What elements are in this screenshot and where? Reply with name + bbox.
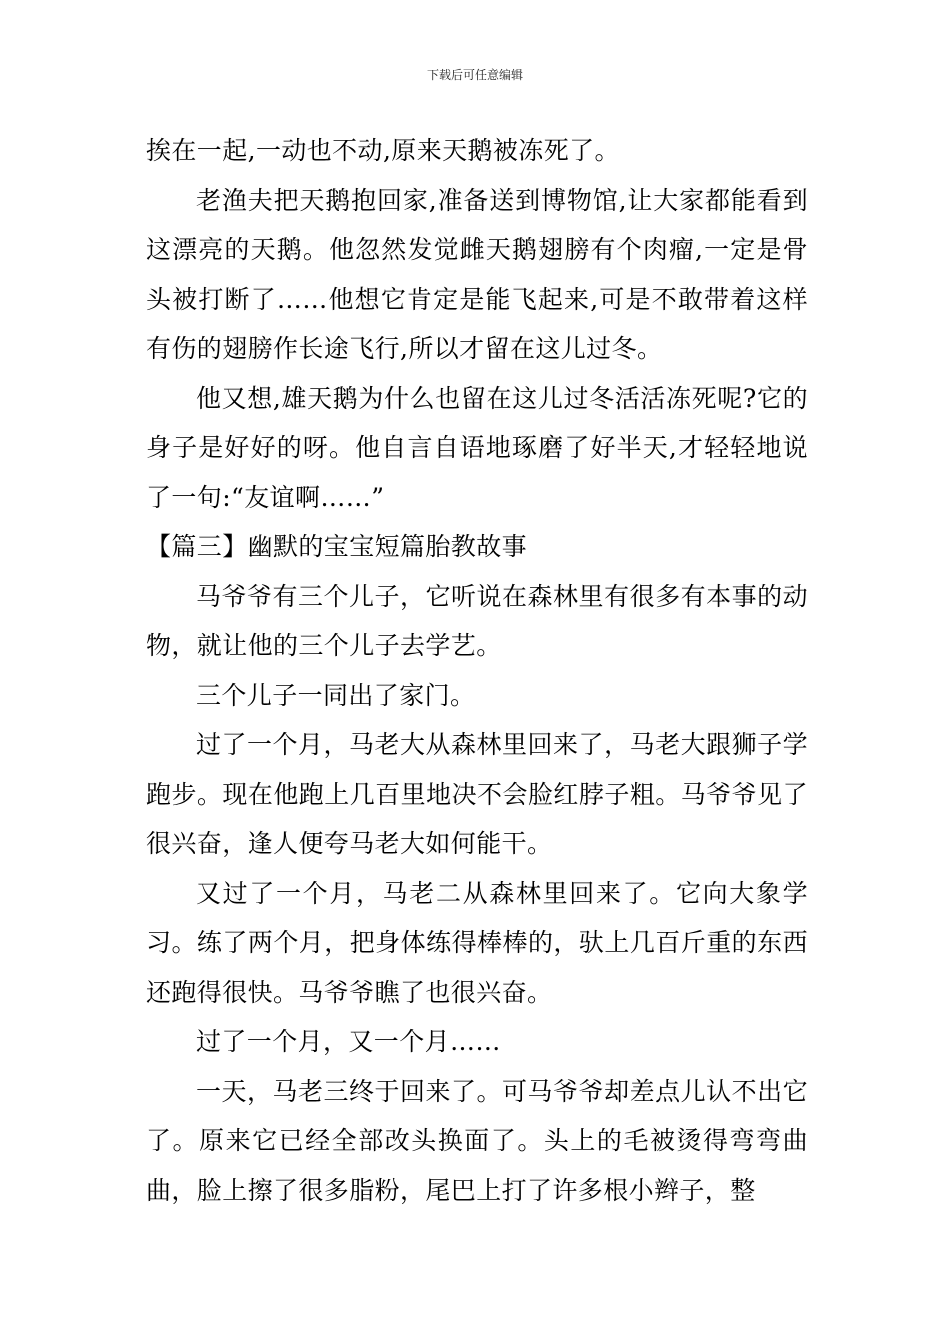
paragraph-4: 马爷爷有三个儿子，它听说在森林里有很多有本事的动物，就让他的三个儿子去学艺。 — [146, 581, 808, 660]
paragraph-6: 过了一个月，马老大从森林里回来了，马老大跟狮子学跑步。现在他跑上几百里地决不会脸红脖子粗。马爷爷见了很兴奋，逢人便夸马老大如何能干。 — [146, 730, 808, 858]
paragraph-9: 一天，马老三终于回来了。可马爷爷却差点儿认不出它了。原来它已经全部改头换面了。头上的毛被烫得弯弯曲曲，脸上擦了很多脂粉，尾巴上打了许多根小辫子，整 — [146, 1076, 808, 1205]
document-body — [146, 126, 808, 1215]
section-heading: 【篇三】幽默的宝宝短篇胎教故事 — [146, 532, 528, 561]
paragraph-3: 他又想,雄天鹅为什么也留在这儿过冬活活冻死呢?它的身子是好好的呀。他自言自语地琢磨了好半天,才轻轻地说了一句:“友谊啊……” — [146, 383, 808, 512]
paragraph-7: 又过了一个月，马老二从森林里回来了。它向大象学习。练了两个月，把身体练得棒棒的，驮上几百斤重的东西还跑得很快。马爷爷瞧了也很兴奋。 — [146, 878, 808, 1007]
paragraph-5: 三个儿子一同出了家门。 — [196, 680, 476, 710]
page-header: 下载后可任意编辑 — [426, 68, 523, 82]
paragraph-8: 过了一个月，又一个月…… — [196, 1027, 501, 1056]
paragraph-2: 老渔夫把天鹅抱回家,准备送到博物馆,让大家都能看到这漂亮的天鹅。他忽然发觉雌天鹅翅膀有个肉瘤,一定是骨头被打断了……他想它肯定是能飞起来,可是不敢带着这样有伤的翅膀作长途飞行,所以才留在这儿过冬。 — [146, 185, 808, 363]
paragraph-1: 挨在一起,一动也不动,原来天鹅被冻死了。 — [146, 136, 620, 165]
